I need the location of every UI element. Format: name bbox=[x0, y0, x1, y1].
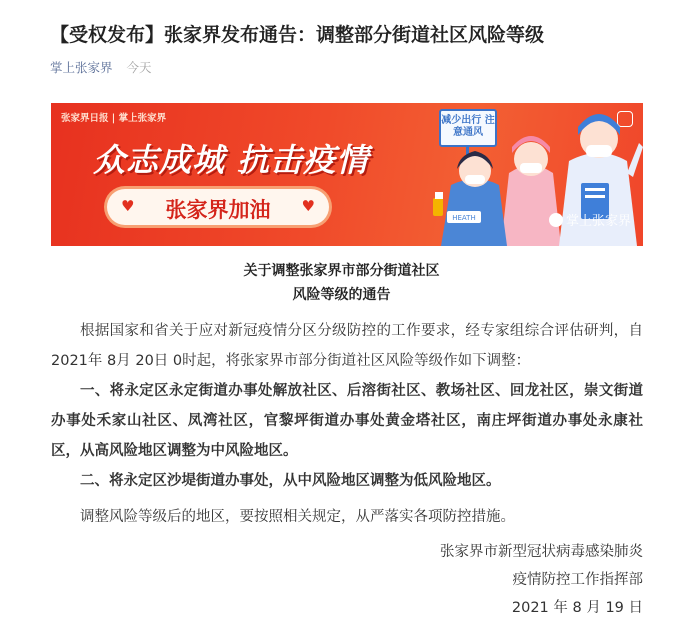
banner-brand: 张家界日报 | 掌上张家界 bbox=[61, 113, 167, 124]
badge-text: HEATH bbox=[452, 214, 476, 222]
paragraph-item-one: 一、将永定区永定街道办事处解放社区、后溶街社区、教场社区、回龙社区，崇文街道办事处禾家山社区、凤湾社区，官黎坪街道办事处黄金塔社区，南庄坪街道办事处永康社区，从高风险地区调整为中风险地区。 bbox=[51, 383, 643, 459]
article-title: 【受权发布】张家界发布通告：调整部分街道社区风险等级 bbox=[50, 24, 545, 46]
publish-time: 今天 bbox=[126, 60, 152, 75]
paragraph-intro: 根据国家和省关于应对新冠疫情分区分级防控的工作要求，经专家组综合评估研判，自2021年 8月 20日 0时起，将张家界市部分街道社区风险等级作如下调整： bbox=[51, 323, 643, 369]
signature-line1: 张家界市新型冠状病毒感染肺炎 bbox=[440, 544, 643, 560]
banner-slogan: 众志成城 抗击疫情 bbox=[93, 141, 370, 179]
notice-heading-line2: 风险等级的通告 bbox=[292, 287, 391, 303]
paragraph-requirement: 调整风险等级后的地区，要按照相关规定，从严落实各项防控措施。 bbox=[80, 509, 515, 525]
banner-watermark bbox=[549, 210, 631, 229]
notice-heading-line1: 关于调整张家界市部分街道社区 bbox=[243, 263, 440, 279]
banner-cheer-badge bbox=[107, 189, 329, 225]
signature-date: 2021 年 8 月 19 日 bbox=[511, 600, 643, 616]
paragraph-item-two: 二、将永定区沙堤街道办事处，从中风险地区调整为低风险地区。 bbox=[80, 473, 501, 489]
banner-image bbox=[51, 103, 643, 246]
banner-sign bbox=[439, 109, 497, 147]
banner-sign-text: 减少出行 注意通风 bbox=[441, 115, 495, 138]
heart-icon: ♥ bbox=[121, 197, 135, 215]
banner-cheer-text: 张家界加油 bbox=[165, 198, 271, 222]
banner-watermark-text: 掌上张家界 bbox=[565, 214, 631, 229]
signature-line2: 疫情防控工作指挥部 bbox=[512, 572, 643, 588]
account-name-link[interactable]: 掌上张家界 bbox=[50, 60, 113, 75]
wechat-icon bbox=[549, 213, 563, 227]
heart-icon: ♥ bbox=[301, 197, 315, 215]
article-meta bbox=[50, 60, 152, 76]
